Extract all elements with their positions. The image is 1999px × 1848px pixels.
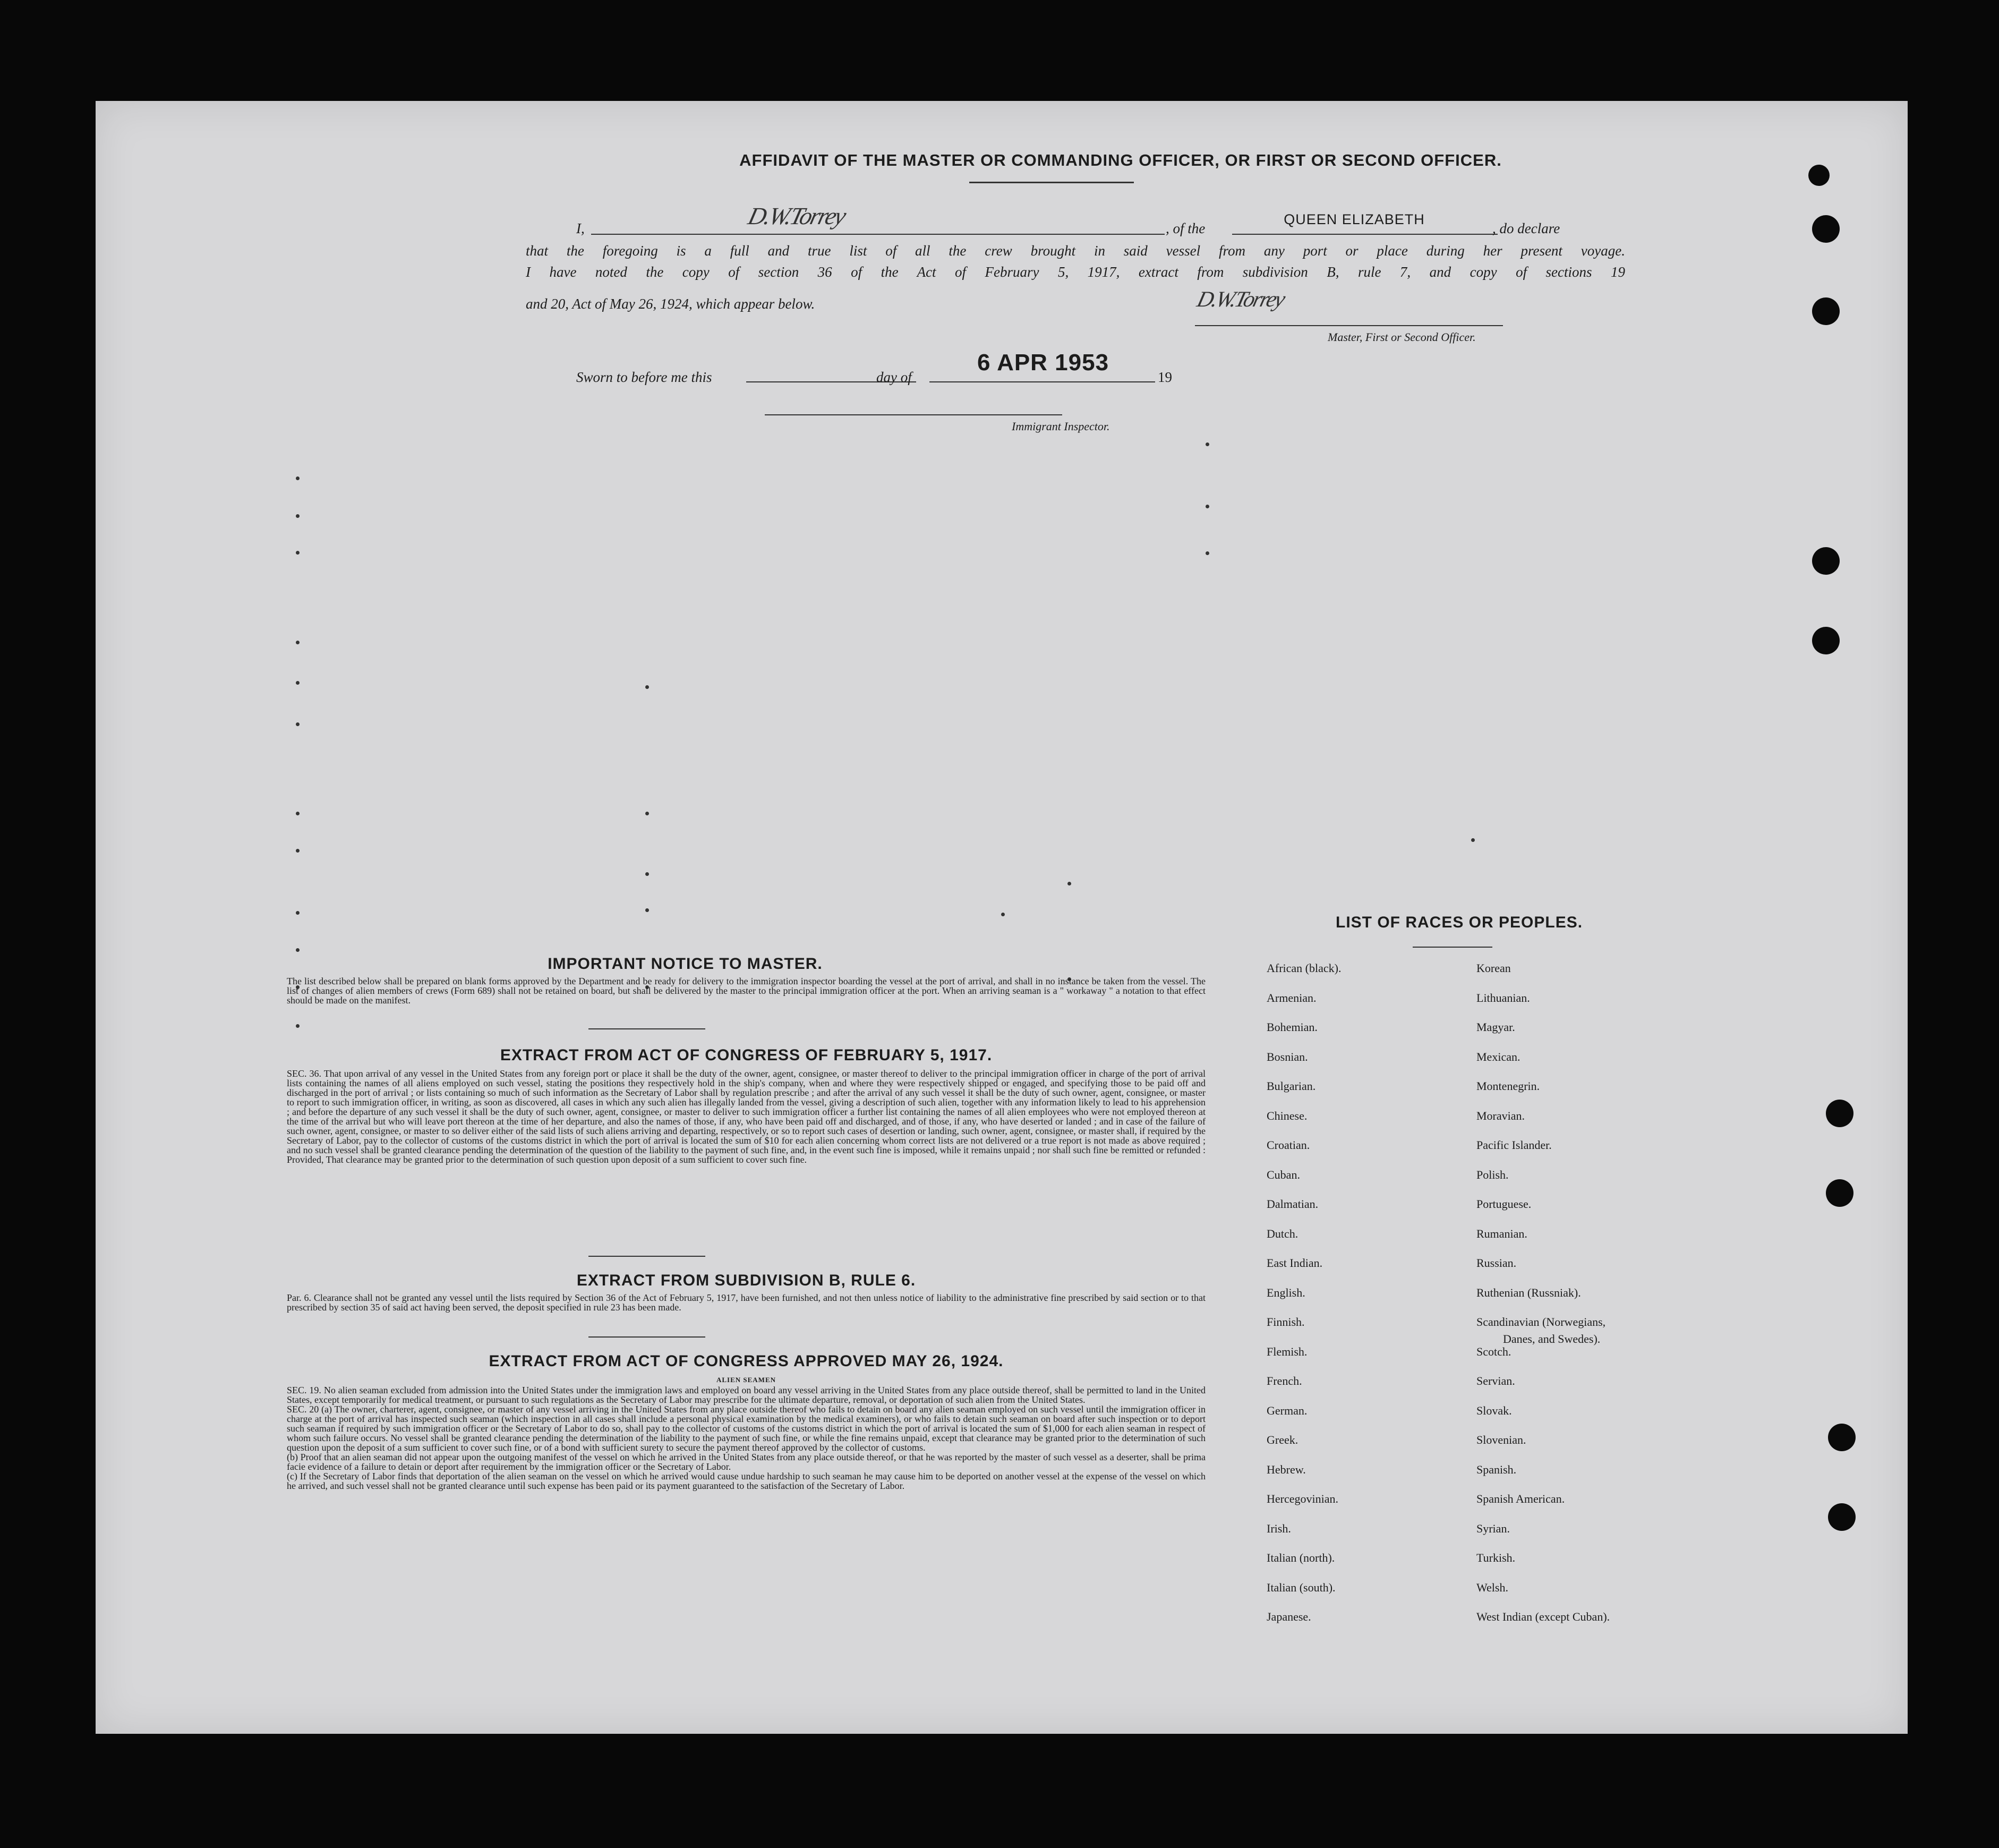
extract-1924-sec20c: (c) If the Secretary of Labor finds that deportation of the alien seaman on the vessel on which he arrived would cause undue hardship to such seaman he may cause him to be deported on another vessel at the expense of the vessel on which he arrived, and such vessel shall not be granted clearance until such expense has been paid or its payment guaranteed to the satisfaction of the Secretary of Labor. [287,1471,1206,1491]
races-title: LIST OF RACES OR PEOPLES. [1336,914,1583,931]
race-item: Portuguese. [1476,1197,1532,1211]
race-item: French. [1267,1374,1302,1387]
race-item: Bulgarian. [1267,1079,1316,1093]
inspector-signature-line [765,414,1062,415]
race-item: Scotch. [1476,1344,1511,1358]
race-item: Flemish. [1267,1344,1308,1358]
race-item: Bohemian. [1267,1020,1318,1034]
extract-1924-sec19: SEC. 19. No alien seaman excluded from admission into the United States under the immigration laws and employed on board any vessel arriving in the United States from any place outside thereof, shall be permitted to land in the United States, except temporarily for medical treatment, or pursuant to such regulations as the Secretary of Labor may prescribe for the ultimate departure, removal, or deportation of such alien from the United States. [287,1385,1206,1405]
race-item: Italian (north). [1267,1551,1335,1564]
dot-mark [296,476,300,480]
separator [588,1336,705,1338]
race-item: Cuban. [1267,1168,1300,1181]
race-item: Dalmatian. [1267,1197,1319,1211]
declarant-signature: D.W.Torrey [745,202,848,229]
inspector-caption: Immigrant Inspector. [1012,420,1110,433]
race-item: Italian (south). [1267,1580,1336,1594]
extract-1924-sec20a: SEC. 20 (a) The owner, charterer, agent, consignee, or master of any vessel arriving in the United States from any place outside thereof who fails to detain on board any alien seaman employed on such vessel until the immigration officer in charge at the port of arrival has inspected such seaman (which inspection in all cases shall include a personal physical examination by the medical examiners), or who fails to detain such seaman on board after such inspection or to deport such seaman if required by such immigration officer or the Secretary of Labor to do so, shall pay to the collector of customs of the customs district in which the port of arrival is located the sum of $1,000 for each alien seaman in respect of whom such failure occurs. No vessel shall be granted clearance pending the determination of the liability to the payment of such fine, or while the fine remains unpaid, except that clearance may be granted prior to the determination of such question upon the deposit of a sum sufficient to cover such fine, or of a bond with sufficient surety to secure the payment thereof approved by the collector of customs. [287,1404,1206,1453]
punch-hole [1812,297,1840,325]
punch-hole [1828,1503,1856,1531]
officer-caption: Master, First or Second Officer. [1328,330,1476,344]
race-item: Japanese. [1267,1610,1311,1623]
race-item: Slovak. [1476,1403,1512,1417]
affidavit-line2: that the foregoing is a full and true list of all the crew brought in said vessel from any port or place during her present voyage. [526,243,1625,259]
punch-hole [1812,215,1840,243]
race-item: Hercegovinian. [1267,1492,1338,1505]
race-item: Armenian. [1267,991,1317,1004]
separator [588,1028,705,1029]
punch-hole [1812,627,1840,654]
race-item: Scandinavian (Norwegians, [1476,1315,1606,1328]
affidavit-of-the: , of the [1166,220,1206,236]
dot-mark [296,911,300,915]
punch-hole [1828,1424,1856,1451]
race-item: Moravian. [1476,1109,1525,1122]
extract-1924-sec20b: (b) Proof that an alien seaman did not appear upon the outgoing manifest of the vessel on which he arrived in the United States from any place outside thereof, or that he was reported by the master of such vessel as a deserter, shall be prima facie evidence of a failure to detain or deport after requirement by the immigration officer or the Secretary of Labor. [287,1452,1206,1472]
punch-hole [1812,547,1840,575]
extract-rule6-title: EXTRACT FROM SUBDIVISION B, RULE 6. [576,1272,916,1289]
notice-title: IMPORTANT NOTICE TO MASTER. [548,955,823,973]
dot-mark [645,872,649,876]
race-item: Korean [1476,961,1511,975]
dot-mark [645,908,649,912]
officer-signature-line [1195,325,1503,326]
dot-mark [1206,551,1209,555]
dot-mark [296,722,300,726]
race-continuation: Danes, and Swedes). [1503,1332,1601,1345]
document-sheet [96,101,1908,1734]
extract-1924-body [287,1385,1206,1491]
race-item: Pacific Islander. [1476,1138,1552,1152]
dot-mark [1001,913,1005,916]
separator [588,1256,705,1257]
race-item: Lithuanian. [1476,991,1530,1004]
race-item: East Indian. [1267,1256,1323,1270]
race-item: Montenegrin. [1476,1079,1540,1093]
race-item: Croatian. [1267,1138,1310,1152]
race-item: Turkish. [1476,1551,1516,1564]
dot-mark [1067,882,1071,885]
race-item: Hebrew. [1267,1462,1306,1476]
punch-hole [1808,165,1830,186]
race-item: Syrian. [1476,1521,1510,1535]
alien-seamen-subhead: ALIEN SEAMEN [716,1376,776,1384]
affidavit-line4: and 20, Act of May 26, 1924, which appear below. [526,296,815,312]
extract-1917-title: EXTRACT FROM ACT OF CONGRESS OF FEBRUARY 5, 1917. [500,1046,993,1064]
race-item: Chinese. [1267,1109,1308,1122]
dot-mark [296,551,300,555]
dot-mark [1206,505,1209,508]
race-item: Irish. [1267,1521,1291,1535]
affidavit-line1-prefix: I, [576,220,585,236]
dot-mark [645,685,649,689]
dot-mark [1206,442,1209,446]
race-item: West Indian (except Cuban). [1476,1610,1610,1623]
race-item: Rumanian. [1476,1227,1527,1240]
race-item: Spanish. [1476,1462,1517,1476]
vessel-name-line [1232,234,1498,235]
affidavit-do-declare: , do declare [1492,220,1560,236]
extract-1917-text: SEC. 36. That upon arrival of any vessel in the United States from any foreign port or place it shall be the duty of the owner, agent, consignee, or master thereof to deliver to the principal immigration officer in charge of the port of arrival lists containing the names of all aliens employed on such vessel, stating the positions they respectively hold in the ship's company, when and where they were respectively shipped or engaged, and specifying those to be paid off and discharged in the port of arrival ; or lists containing so much of such information as the Secretary of Labor shall by regulation prescribe ; and after the arrival of any such vessel it shall be the duty of such owner, agent, consignee, or master to report to such immigration officer, in writing, as soon as discovered, all cases in which any such alien has illegally landed from the vessel, giving a description of such alien, together with any information likely to lead to his apprehension ; and before the departure of any such vessel it shall be the duty of such owner, agent, consignee, or master to deliver to such immigration officer a further list containing the names of all alien employees who were not employed thereon at the time of the arrival but who will leave port thereon at the time of her departure, and also the names of those, if any, who have been paid off and discharged, and of those, if any, who have deserted or landed ; and in case of the failure of such owner, agent, consignee, or master to so deliver either of the said lists of such aliens arriving and departing, respectively, or so to report such cases of desertion or landing, such owner, agent, consignee, or master shall, if required by the Secretary of Labor, pay to the collector of customs of the customs district in which the port of arrival is located the sum of $10 for each alien concerning whom correct lists are not delivered or a true report is not made as above required ; and no such vessel shall be granted clearance pending the determination of the question of the liability to the payment of such fine, and, in the event such fine is imposed, while it remains unpaid ; nor shall such fine be remitted or refunded : Provided, That clearance may be granted prior to the determination of such question upon deposit of a sum sufficient to cover such fine. [287,1068,1206,1165]
race-item: Polish. [1476,1168,1509,1181]
sworn-prefix: Sworn to before me this [576,369,712,385]
punch-hole [1826,1100,1853,1127]
year-suffix: 19 [1158,369,1172,385]
race-item: Mexican. [1476,1050,1520,1063]
declarant-signature-line [591,234,1165,235]
extract-rule6-text: Par. 6. Clearance shall not be granted any vessel until the lists required by Section 36 of the Act of February 5, 1917, have been furnished, and not then unless notice of liability to the administrative fine prescribed by said section or to that prescribed by section 35 of said act having been served, the deposit specified in rule 23 has been made. [287,1292,1206,1313]
race-item: Ruthenian (Russniak). [1476,1285,1581,1299]
extract-1924-title: EXTRACT FROM ACT OF CONGRESS APPROVED MAY 26, 1924. [489,1352,1004,1370]
race-item: African (black). [1267,961,1342,975]
race-item: Slovenian. [1476,1433,1526,1446]
race-item: Finnish. [1267,1315,1305,1328]
races-underline [1413,947,1492,948]
notice-text: The list described below shall be prepared on blank forms approved by the Department and be ready for delivery to the immigration inspector boarding the vessel at the port of arrival, and shall in no instance be taken from the vessel. The list of changes of alien members of crews (Form 689) shall not be retained on board, but shall be delivered by the master to the principal immigration officer at the port. When an arriving seaman is a " workaway " a notation to that effect should be made on the manifest. [287,976,1206,1006]
race-item: Magyar. [1476,1020,1515,1034]
dot-mark [645,812,649,815]
affidavit-line3: I have noted the copy of section 36 of the Act of February 5, 1917, extract from subdivision B, rule 7, and copy of sections 19 [526,264,1625,280]
dot-mark [296,681,300,685]
day-of-label: day of [876,369,912,385]
affidavit-title: AFFIDAVIT OF THE MASTER OR COMMANDING OFFICER, OR FIRST OR SECOND OFFICER. [739,151,1502,169]
dot-mark [296,948,300,952]
race-item: Servian. [1476,1374,1515,1387]
race-item: Dutch. [1267,1227,1299,1240]
dot-mark [296,812,300,815]
punch-hole [1826,1179,1853,1207]
race-item: Bosnian. [1267,1050,1308,1063]
dot-mark [296,514,300,518]
vessel-name: QUEEN ELIZABETH [1284,211,1425,227]
race-item: Welsh. [1476,1580,1508,1594]
dot-mark [1471,838,1475,842]
race-item: Spanish American. [1476,1492,1565,1505]
race-item: German. [1267,1403,1308,1417]
officer-signature: D.W.Torrey [1194,287,1287,312]
title-underline [969,182,1134,183]
dot-mark [296,641,300,644]
race-item: Russian. [1476,1256,1517,1270]
race-item: Greek. [1267,1433,1299,1446]
month-line [929,381,1155,382]
race-item: English. [1267,1285,1305,1299]
dot-mark [296,1024,300,1028]
dot-mark [296,849,300,853]
date-stamp: 6 APR 1953 [977,350,1109,376]
